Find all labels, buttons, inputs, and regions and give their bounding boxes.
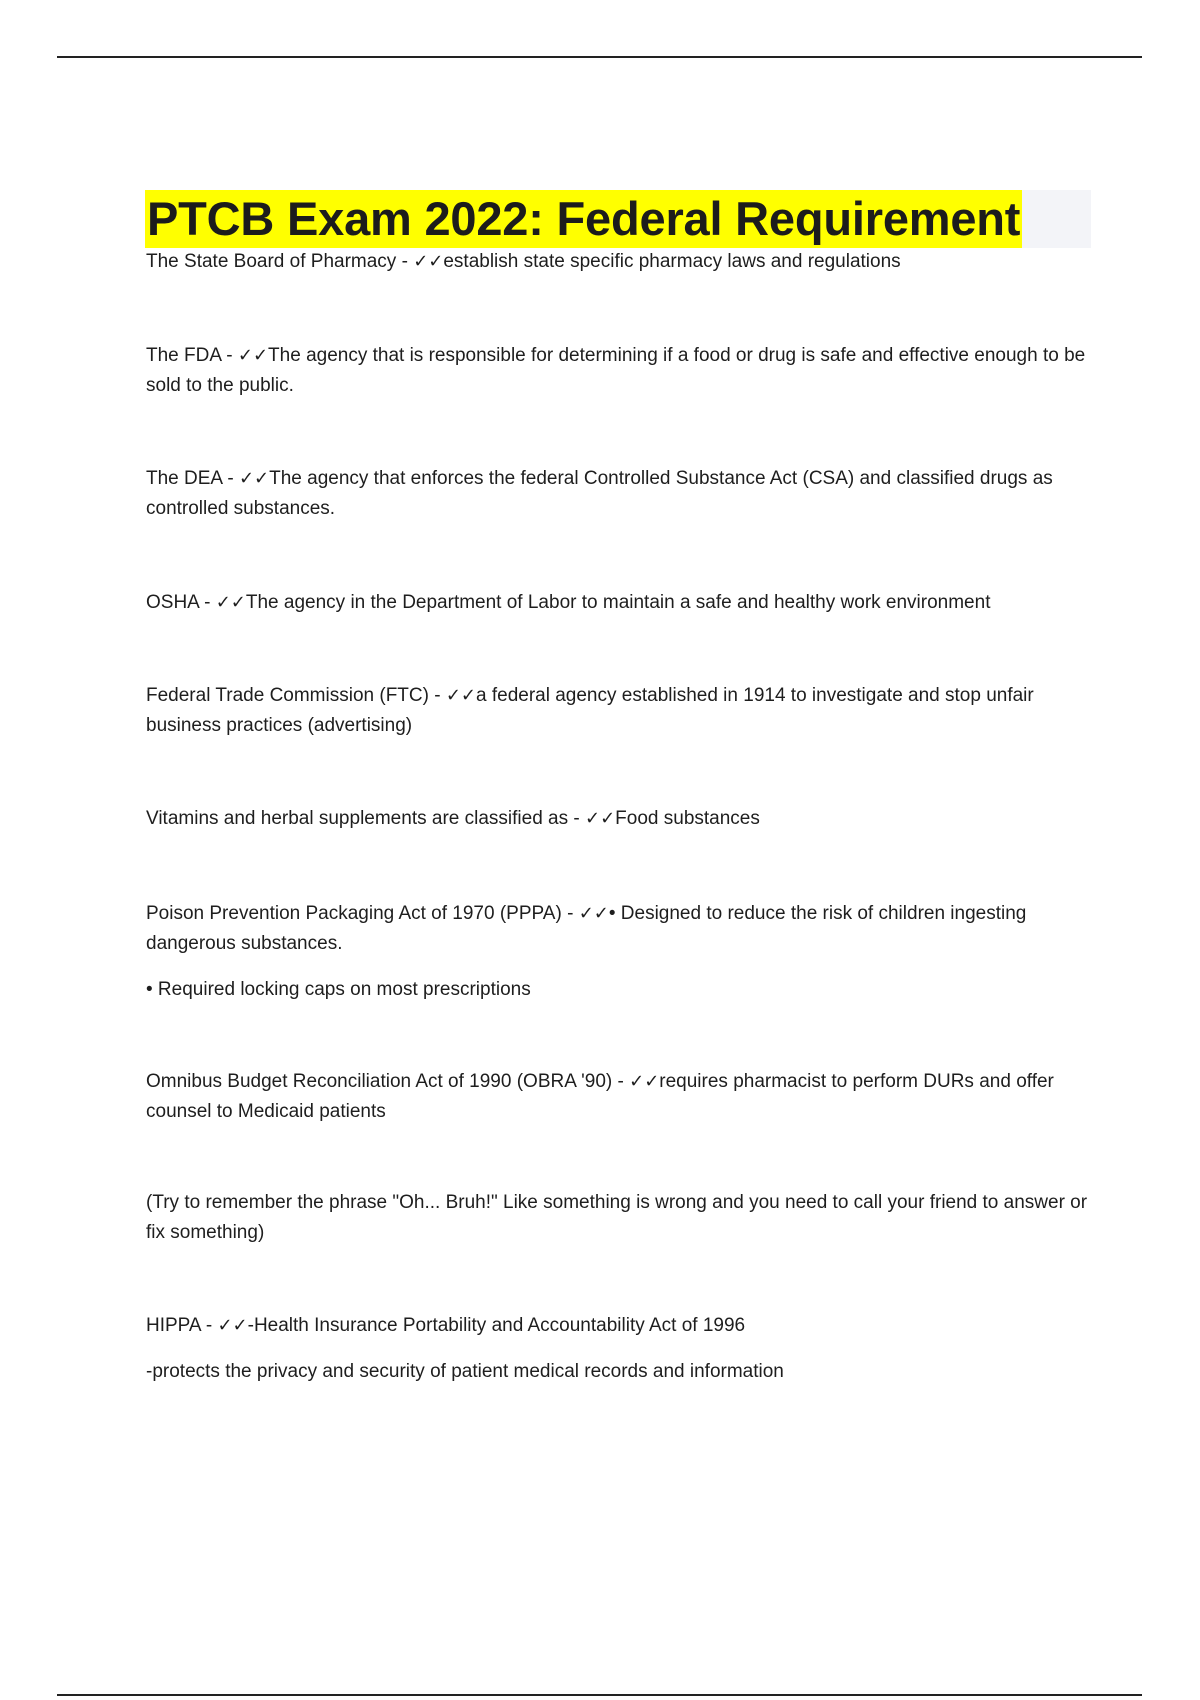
entry-definition: establish state specific pharmacy laws and regulations [443, 251, 901, 272]
double-check-icon: ✓✓ [215, 592, 246, 613]
entry-hippa [146, 1311, 1096, 1387]
entry-osha [146, 588, 1096, 618]
entry-mnemonic-note [146, 1188, 1096, 1248]
entry-obra [146, 1067, 1096, 1127]
top-rule [57, 56, 1142, 58]
entry-pppa [146, 899, 1096, 1005]
entry-term: Omnibus Budget Reconciliation Act of 1990 (OBRA '90) - [146, 1071, 629, 1092]
entry-extra: • Required locking caps on most prescriptions [146, 979, 531, 1000]
entry-line [146, 899, 1096, 959]
double-check-icon: ✓✓ [445, 685, 477, 706]
entry-definition: • Designed to reduce the risk of children ingesting dangerous substances. [146, 903, 1027, 954]
entry-vitamins [146, 804, 1096, 834]
title-box [145, 190, 1091, 248]
entry-definition: Food substances [615, 808, 760, 829]
entry-definition: -Health Insurance Portability and Accountability Act of 1996 [247, 1315, 746, 1336]
note-text: (Try to remember the phrase "Oh... Bruh!" Like something is wrong and you need to call your friend to answer or fix something) [146, 1192, 1088, 1243]
entry-term: Federal Trade Commission (FTC) - [146, 685, 446, 706]
entry-term: OSHA - [146, 592, 216, 613]
entry-definition: The agency in the Department of Labor to maintain a safe and healthy work environment [245, 592, 991, 613]
entry-definition: a federal agency established in 1914 to investigate and stop unfair business practices (advertising) [146, 685, 1034, 736]
double-check-icon: ✓✓ [217, 1315, 248, 1336]
entry-line [146, 681, 1096, 741]
double-check-icon: ✓✓ [413, 251, 444, 272]
entry-line [146, 804, 1096, 834]
entry-definition: The agency that enforces the federal Controlled Substance Act (CSA) and classified drugs as controlled substances. [146, 468, 1053, 519]
entry-extra: -protects the privacy and security of patient medical records and information [146, 1361, 784, 1382]
entry-definition: The agency that is responsible for determining if a food or drug is safe and effective enough to be sold to the public. [146, 345, 1086, 396]
entry-ftc [146, 681, 1096, 741]
double-check-icon: ✓✓ [237, 345, 269, 366]
entry-term: The State Board of Pharmacy - [146, 251, 413, 272]
double-check-icon: ✓✓ [629, 1071, 660, 1092]
entry-fda [146, 341, 1096, 401]
document-title: PTCB Exam 2022: Federal Requirement [145, 190, 1022, 248]
bottom-rule [57, 1694, 1142, 1696]
double-check-icon: ✓✓ [585, 808, 616, 829]
entry-term: The DEA - [146, 468, 239, 489]
entry-line [146, 1067, 1096, 1127]
entry-line [146, 588, 1096, 618]
entry-term: The FDA - [146, 345, 238, 366]
double-check-icon: ✓✓ [238, 468, 270, 489]
entry-term: HIPPA - [146, 1315, 217, 1336]
entry-term: Vitamins and herbal supplements are classified as - [146, 808, 585, 829]
entry-line [146, 247, 1096, 277]
entry-definition: requires pharmacist to perform DURs and offer counsel to Medicaid patients [146, 1071, 1054, 1122]
entry-state-board [146, 247, 1096, 277]
entry-line [146, 464, 1096, 524]
entry-line [146, 341, 1096, 401]
double-check-icon: ✓✓ [578, 903, 609, 924]
entry-line [146, 1311, 1096, 1341]
entry-term: Poison Prevention Packaging Act of 1970 (PPPA) - [146, 903, 579, 924]
entry-dea [146, 464, 1096, 524]
